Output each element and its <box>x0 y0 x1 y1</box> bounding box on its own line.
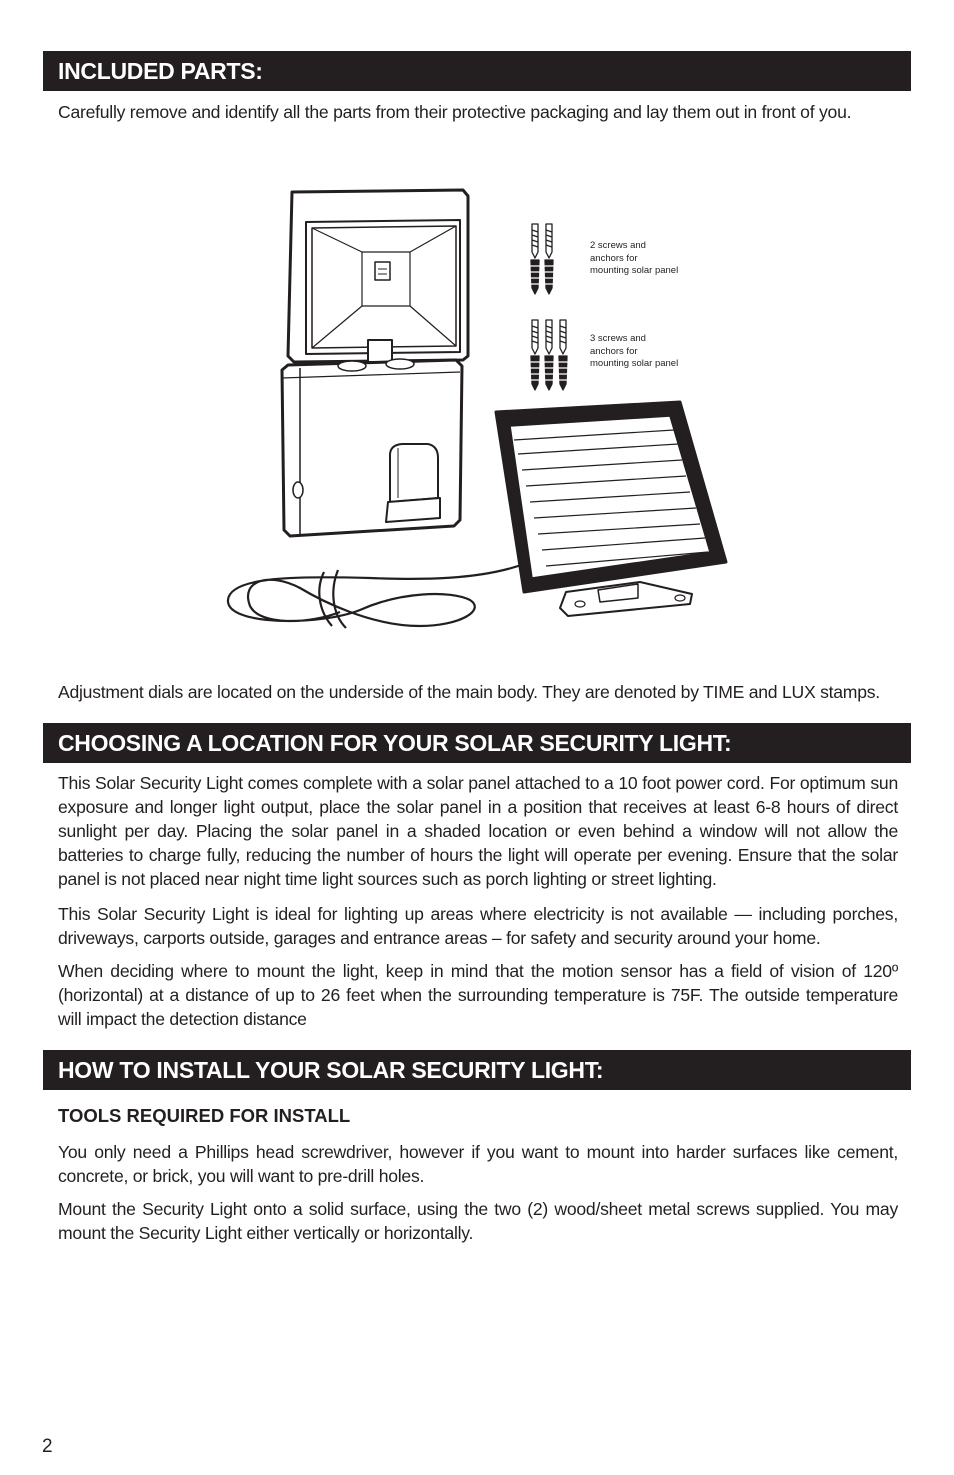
label-two-screws: 2 screws and anchors for mounting solar panel <box>590 240 679 276</box>
included-parts-intro: Carefully remove and identify all the parts from their protective packaging and lay them out in front of you. <box>58 102 852 122</box>
solar-panel <box>496 402 726 616</box>
tools-required-subheading: TOOLS REQUIRED FOR INSTALL <box>58 1105 351 1126</box>
location-paragraph-3: When deciding where to mount the light, keep in mind that the motion sensor has a field of vision of 120º (horizontal) at a distance of up to 26 feet when the surrounding temperature is 75F. The outside temperature will impact the detection distance <box>58 961 898 1029</box>
location-paragraph-2: This Solar Security Light is ideal for lighting up areas where electricity is not available — including porches, driveways, carports outside, garages and entrance areas – for safety and security around your home. <box>58 904 898 948</box>
parts-illustration <box>220 180 740 640</box>
page-number: 2 <box>42 1436 53 1457</box>
lamp-body <box>282 359 462 536</box>
screws-set-two <box>530 224 554 294</box>
screws-set-three <box>530 320 568 390</box>
power-cord <box>228 564 524 628</box>
location-paragraph-1: This Solar Security Light comes complete with a solar panel attached to a 10 foot power cord. For optimum sun exposure and longer light output, place the solar panel in a position that receives at least 6-8 hours of direct sunlight per day. Placing the solar panel in a shaded location or even behind a window will not allow the batteries to charge fully, reducing the number of hours the light will operate per evening. Ensure that the solar panel is not placed near night time light sources such as porch lighting or street lighting. <box>58 773 898 889</box>
section-heading-how-to-install: HOW TO INSTALL YOUR SOLAR SECURITY LIGHT: <box>43 1050 911 1090</box>
adjustment-dials-note: Adjustment dials are located on the underside of the main body. They are denoted by TIME and LUX stamps. <box>58 682 880 702</box>
lamp-head <box>288 190 468 362</box>
install-paragraph-1: You only need a Phillips head screwdriver, however if you want to mount into harder surfaces like cement, concrete, or brick, you will want to pre-drill holes. <box>58 1142 898 1186</box>
section-heading-choosing-location: CHOOSING A LOCATION FOR YOUR SOLAR SECURITY LIGHT: <box>43 723 911 763</box>
label-three-screws: 3 screws and anchors for mounting solar panel <box>590 333 679 369</box>
section-heading-included-parts: INCLUDED PARTS: <box>43 51 911 91</box>
install-paragraph-2: Mount the Security Light onto a solid surface, using the two (2) wood/sheet metal screws supplied. You may mount the Security Light either vertically or horizontally. <box>58 1199 898 1243</box>
